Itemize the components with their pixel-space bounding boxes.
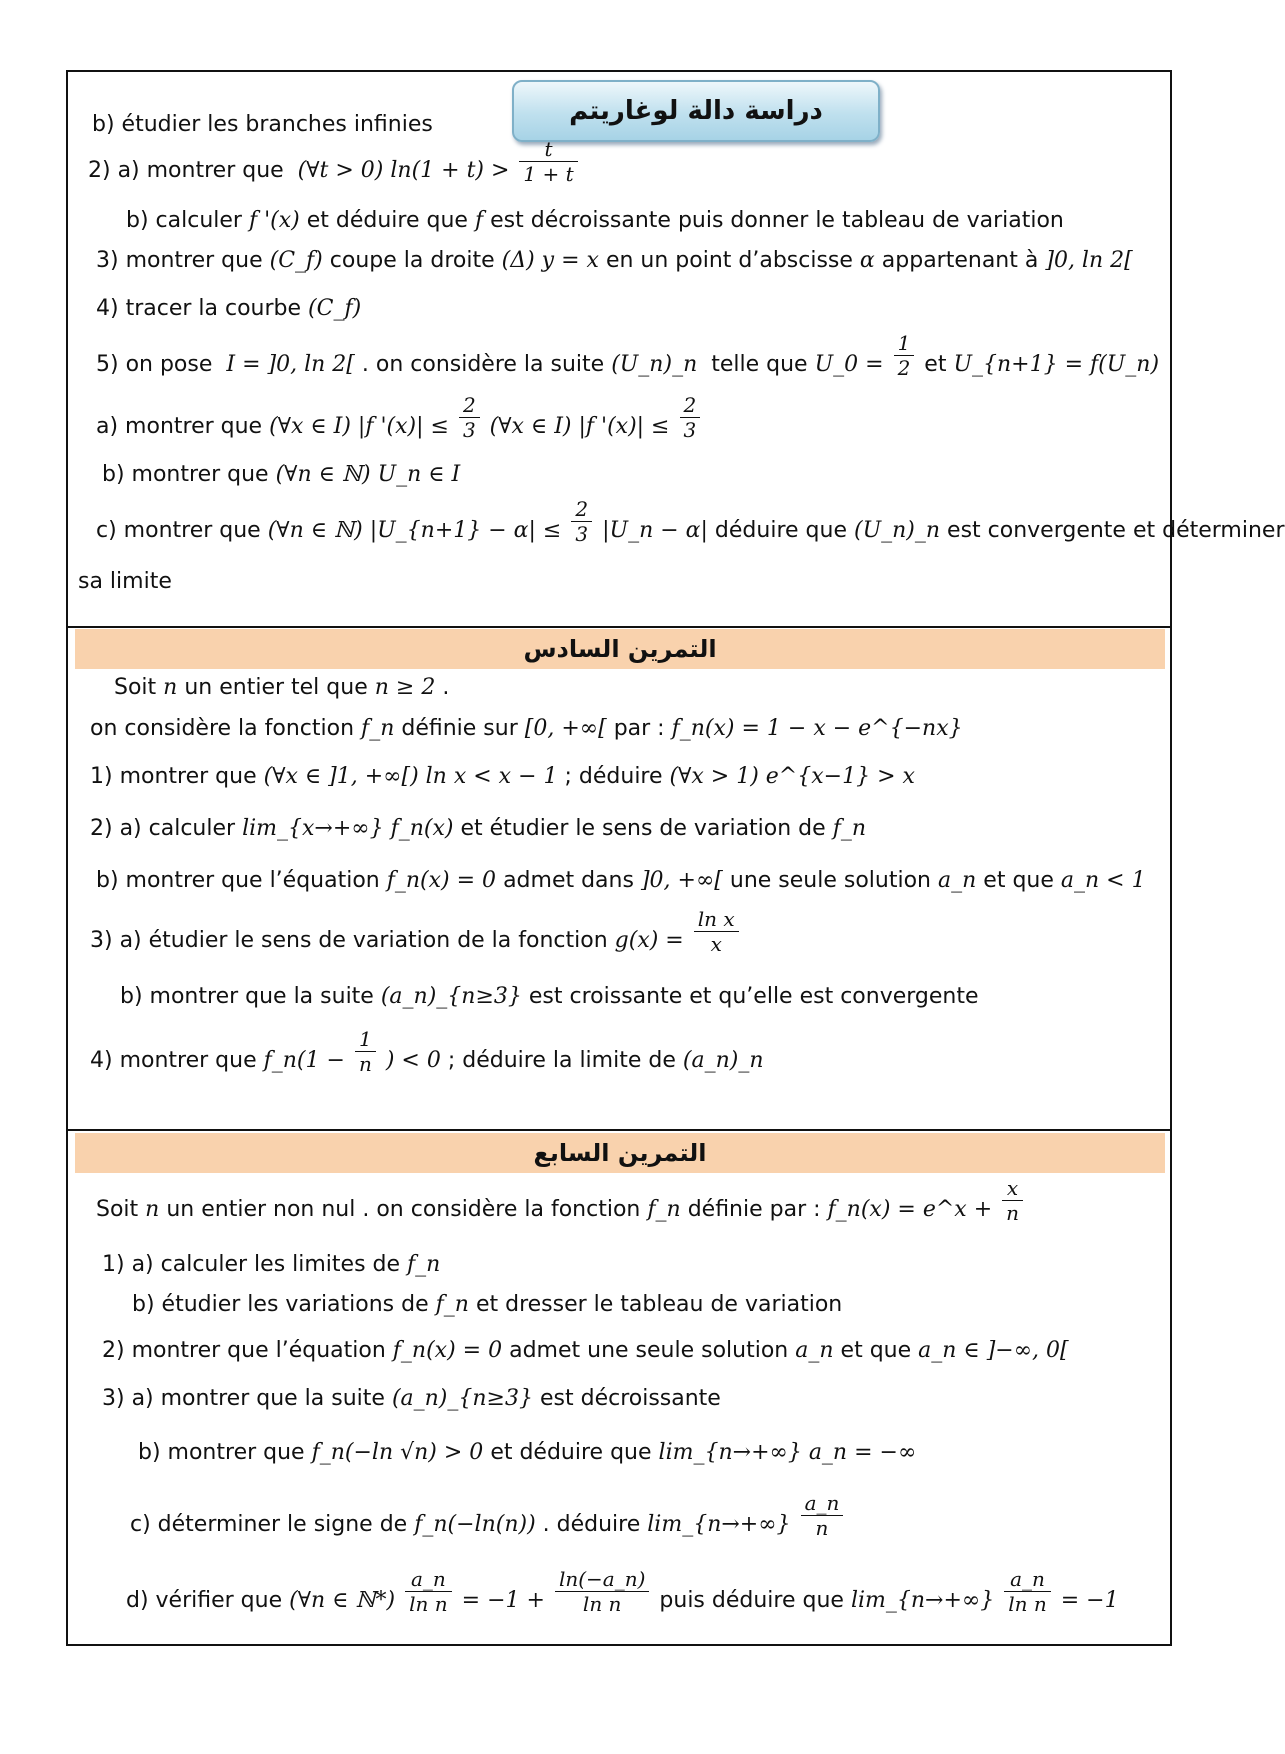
q2a: 2) a) montrer que (∀t > 0) ln(1 + t) > $\frac{t}{1 + t}$ [88,156,581,186]
ex6-q4: 4) montrer que f_n(1 − $\frac{1}{n}$ ) < 0 ; déduire la limite de (a_n)_n [90,1026,764,1076]
fraction: $\frac{\ln(-a\_n)}{\text{ln n}}$ [555,1567,649,1616]
exercise-6-title: التمرين السادس [75,629,1165,669]
ex7-q3c: c) déterminer le signe de f_n(−ln(n)) . déduire lim_{n→+∞} $\frac{a\_n}{n}$ [130,1510,846,1540]
section-divider [66,626,1172,628]
q2b: b) calculer f '(x) et déduire que f est décroissante puis donner le tableau de variation [126,208,1064,233]
fraction: $\frac{x}{n}$ [1002,1176,1023,1225]
fraction: $\frac{1}{n}$ [355,1027,376,1076]
ex6-q3a: 3) a) étudier le sens de variation de la fonction g(x) = $\frac{\text{ln x}}{x}$ [90,926,742,956]
q5b: b) montrer que (∀n ∈ ℕ) U_n ∈ I [102,462,461,487]
q3: 3) montrer que (C_f) coupe la droite (Δ) y = x en un point d’abscisse α appartenant à ]0, ln 2[ [96,248,1133,273]
ex7-intro: Soit n un entier non nul . on considère la fonction f_n définie par : f_n(x) = e^x + $\frac{x}{n}$ [96,1195,1026,1225]
q5c-cont: sa limite [78,569,172,594]
fraction: $\frac{2}{3}$ [459,393,480,442]
ex6-def: on considère la fonction f_n définie sur [0, +∞[ par : f_n(x) = 1 − x − e^{−nx} [90,716,963,741]
fraction: $\frac{2}{3}$ [680,393,701,442]
fraction: $\frac{a\_n}{\text{ln n}}$ [405,1567,452,1616]
ex7-q3b: b) montrer que f_n(−ln √n) > 0 et déduire que lim_{n→+∞} a_n = −∞ [138,1440,917,1465]
q-b-infinite-branches: b) étudier les branches infinies [92,112,433,137]
q5c: c) montrer que (∀n ∈ ℕ) |U_{n+1} − α| ≤ $\frac{2}{3}$ |U_n − α| déduire que (U_n)_n est convergente et déterminer [96,496,1285,546]
q5a: a) montrer que (∀x ∈ I) |f '(x)| ≤ $\frac{2}{3}$ (∀x ∈ I) |f '(x)| ≤ $\frac{2}{3}$ [96,412,703,442]
ex7-q3d: d) vérifier que (∀n ∈ ℕ*) $\frac{a\_n}{\text{ln n}}$ = −1 + $\frac{\ln(-a\_n)}{\text{ln n}}$ puis déduire que lim_{n→+∞} $\frac{a\_n}{\text{ln n}}$ = −1 [126,1566,1119,1616]
fraction: $\frac{t}{1 + t}$ [519,137,577,186]
ex7-q2: 2) montrer que l’équation f_n(x) = 0 admet une seule solution a_n et que a_n ∈ ]−∞, 0[ [102,1338,1069,1363]
fraction: $\frac{2}{3}$ [571,497,592,546]
section-divider [66,1129,1172,1131]
ex6-intro: Soit n un entier tel que n ≥ 2 . [114,675,450,700]
q5: 5) on pose I = ]0, ln 2[ . on considère la suite (U_n)_n telle que U_0 = $\frac{1}{2}$ et U_{n+1} = f(U_n) [96,330,1160,380]
ex7-q1b: b) étudier les variations de f_n et dresser le tableau de variation [132,1292,843,1317]
fraction: $\frac{a\_n}{\text{ln n}}$ [1004,1567,1051,1616]
header-title: دراسة دالة لوغاريتم [512,80,880,142]
ex6-q2a: 2) a) calculer lim_{x→+∞} f_n(x) et étudier le sens de variation de f_n [90,816,866,841]
ex6-q1: 1) montrer que (∀x ∈ ]1, +∞[) ln x < x − 1 ; déduire (∀x > 1) e^{x−1} > x [90,764,915,789]
ex6-q2b: b) montrer que l’équation f_n(x) = 0 admet dans ]0, +∞[ une seule solution a_n et que a_n < 1 [96,868,1146,893]
q4: 4) tracer la courbe (C_f) [96,296,362,321]
fraction: $\frac{a\_n}{n}$ [801,1491,844,1540]
fraction: $\frac{1}{2}$ [894,331,915,380]
ex7-q1a: 1) a) calculer les limites de f_n [102,1252,441,1277]
exercise-7-title: التمرين السابع [75,1133,1165,1173]
ex6-q3b: b) montrer que la suite (a_n)_{n≥3} est croissante et qu’elle est convergente [120,984,979,1009]
fraction: $\frac{\text{ln x}}{x}$ [694,907,739,956]
ex7-q3a: 3) a) montrer que la suite (a_n)_{n≥3} est décroissante [102,1386,721,1411]
